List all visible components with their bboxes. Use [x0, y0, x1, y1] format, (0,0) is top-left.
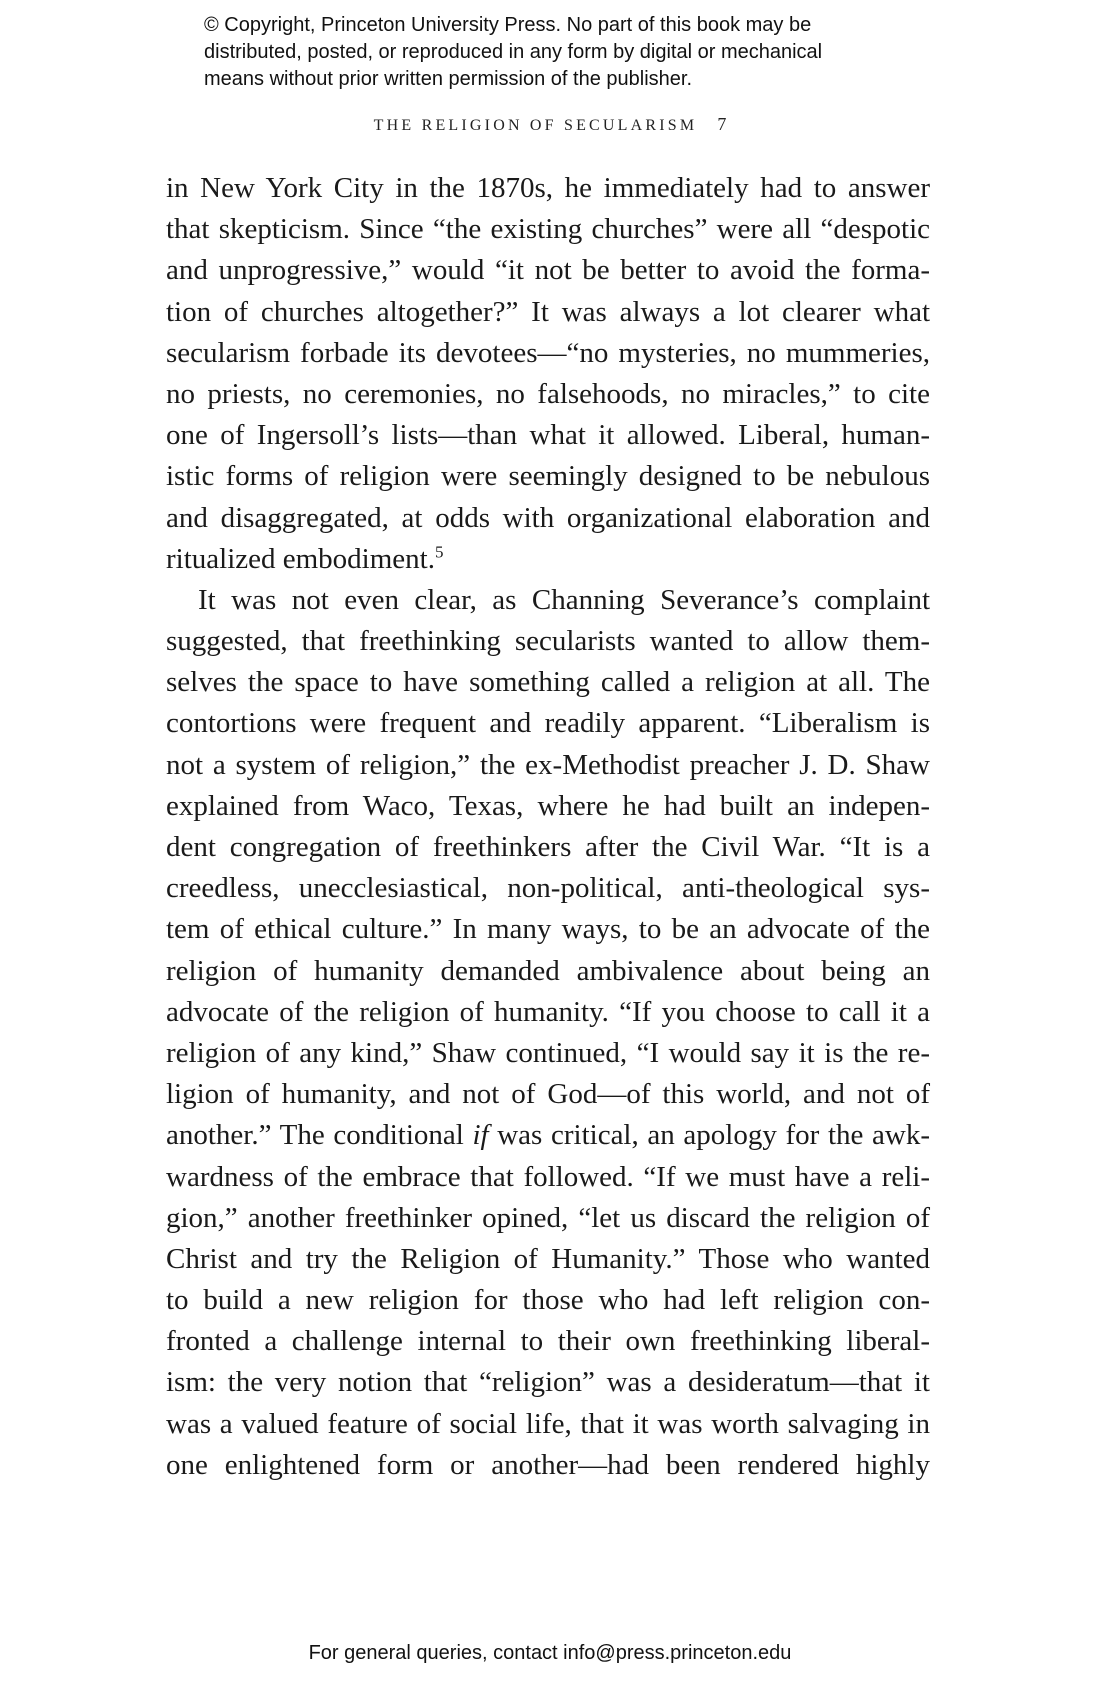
text-line: ligion of humanity, and not of God—of this world, and not of	[166, 1078, 930, 1111]
text-line	[166, 1115, 930, 1156]
text-line: fronted a challenge internal to their own freethinking liberal-	[166, 1325, 930, 1358]
copyright-line: means without prior written permission of the publisher.	[204, 68, 693, 90]
text-line: selves the space to have something called a religion at all. The	[166, 666, 930, 699]
text-line: secularism forbade its devotees—“no mysteries, no mummeries,	[166, 336, 930, 369]
text-line: dent congregation of freethinkers after the Civil War. “It is a	[166, 831, 930, 863]
text-line: religion of humanity demanded ambivalence about being an	[166, 954, 930, 987]
running-head-title: THE RELIGION OF SECULARISM	[373, 117, 698, 134]
text-line: It was not even clear, as Channing Severance’s complaint	[198, 583, 930, 616]
text-line: tem of ethical culture.” In many ways, to be an advocate of the	[166, 913, 930, 946]
text-line: advocate of the religion of humanity. “If you choose to call it a	[166, 995, 930, 1028]
text-line: creedless, unecclesiastical, non-political, anti-theological sys-	[166, 872, 930, 905]
italic-word: if	[472, 1119, 489, 1152]
text-line: that skepticism. Since “the existing churches” were all “despotic	[166, 213, 930, 246]
text-line: to build a new religion for those who had left religion con-	[166, 1284, 930, 1317]
text-line: contortions were frequent and readily apparent. “Liberalism is	[166, 707, 930, 740]
paragraph-2	[166, 580, 930, 1486]
text-line: in New York City in the 1870s, he immediately had to answer	[166, 172, 930, 204]
page-number: 7	[717, 114, 727, 134]
text-line: religion of any kind,” Shaw continued, “I would say it is the re-	[166, 1036, 930, 1069]
text-line: and disaggregated, at odds with organizational elaboration and	[166, 501, 930, 534]
footnote-reference: 5	[434, 542, 444, 562]
text-fragment: another.” The conditional	[166, 1119, 473, 1152]
copyright-line: distributed, posted, or reproduced in any form by digital or mechanical	[204, 41, 823, 63]
text-line: and unprogressive,” would “it not be better to avoid the forma-	[166, 254, 930, 287]
text-line: no priests, no ceremonies, no falsehoods, no miracles,” to cite	[166, 377, 930, 410]
copyright-notice	[204, 12, 964, 93]
paragraph-1	[166, 168, 930, 580]
text-line: one enlightened form or another—had been rendered highly	[166, 1448, 930, 1481]
text-line: ism: the very notion that “religion” was a desideratum—that it	[166, 1366, 930, 1399]
text-fragment: was critical, an apology for the awk-	[488, 1119, 930, 1152]
running-head	[0, 114, 1100, 135]
copyright-line: © Copyright, Princeton University Press. No part of this book may be	[204, 14, 812, 36]
text-line: gion,” another freethinker opined, “let us discard the religion of	[166, 1201, 930, 1234]
text-line: one of Ingersoll’s lists—than what it allowed. Liberal, human-	[166, 419, 930, 452]
text-line	[166, 539, 930, 580]
text-line: tion of churches altogether?” It was always a lot clearer what	[166, 295, 930, 328]
text-line: not a system of religion,” the ex-Methodist preacher J. D. Shaw	[166, 748, 930, 781]
body-text	[166, 168, 930, 1486]
text-line: suggested, that freethinking secularists wanted to allow them-	[166, 625, 930, 658]
text-line: Christ and try the Religion of Humanity.” Those who wanted	[166, 1242, 930, 1275]
text-line: istic forms of religion were seemingly designed to be nebulous	[166, 460, 930, 493]
text-line: explained from Waco, Texas, where he had built an indepen-	[166, 789, 930, 822]
text-fragment: ritualized embodiment.	[166, 542, 435, 575]
footer-contact: For general queries, contact info@press.princeton.edu	[308, 1642, 792, 1664]
text-line: was a valued feature of social life, that it was worth salvaging in	[166, 1407, 930, 1440]
text-line: wardness of the embrace that followed. “If we must have a reli-	[166, 1160, 930, 1193]
